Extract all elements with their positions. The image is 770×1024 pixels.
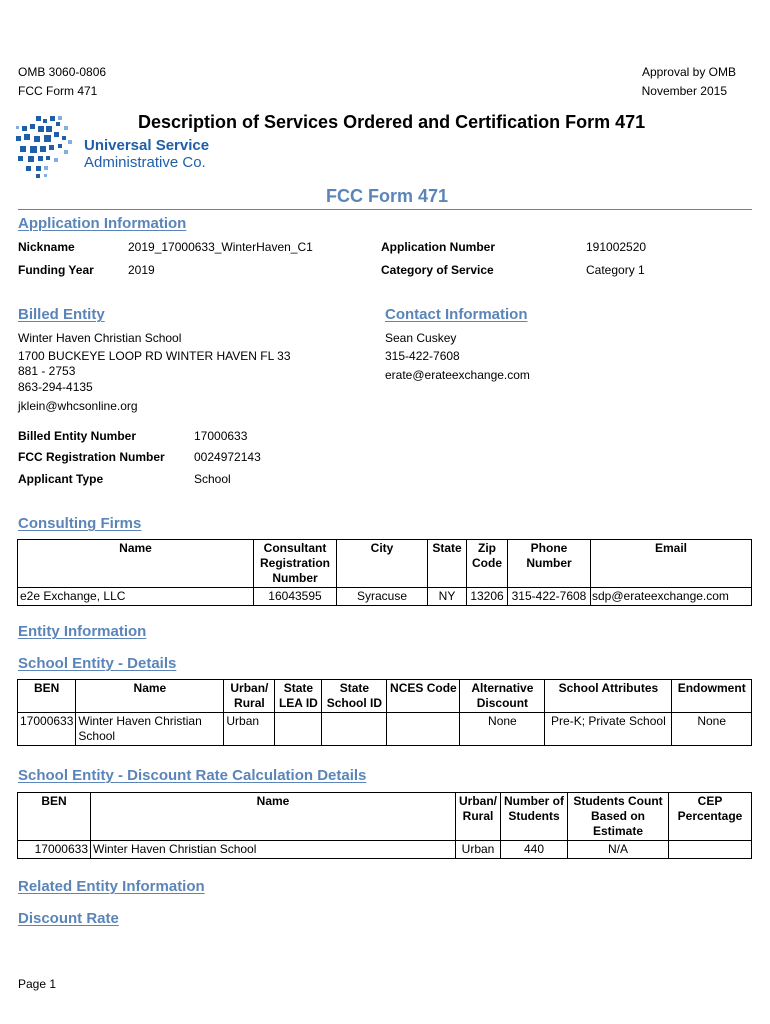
column-header: CEP Percentage [669, 793, 752, 841]
column-header: BEN [18, 793, 91, 841]
form-title: Description of Services Ordered and Certification Form 471 [138, 112, 646, 132]
table-cell: 315-422-7608 [508, 588, 591, 606]
approval-date: November 2015 [641, 84, 727, 98]
logo-line-1: Universal Service [84, 137, 210, 154]
column-header: State [428, 540, 467, 588]
billed-entity-email: jklein@whcsonline.org [18, 399, 138, 413]
application-number-label: Application Number [381, 240, 496, 254]
applicant-type-value: School [194, 472, 231, 486]
column-header: City [337, 540, 428, 588]
table-cell: 17000633 [18, 841, 91, 859]
column-header: Alternative Discount [460, 680, 545, 713]
contact-email: erate@erateexchange.com [385, 368, 530, 382]
table-header-row [18, 540, 752, 588]
usac-logo-icon [16, 114, 86, 184]
table-header-row [18, 680, 752, 713]
column-header: Urban/ Rural [224, 680, 275, 713]
table-header-row [18, 793, 752, 841]
table-cell: Urban [456, 841, 501, 859]
contact-phone: 315-422-7608 [385, 349, 460, 363]
related-entity-heading: Related Entity Information [18, 878, 205, 895]
header-divider [18, 209, 752, 210]
table-cell [669, 841, 752, 859]
column-header: Email [591, 540, 752, 588]
table-cell: 17000633 [18, 713, 76, 746]
table-cell: NY [428, 588, 467, 606]
table-cell: Winter Haven Christian School [76, 713, 224, 746]
table-cell [275, 713, 322, 746]
billed-entity-phone: 863-294-4135 [18, 380, 93, 394]
entity-info-heading: Entity Information [18, 623, 147, 640]
funding-year-label: Funding Year [18, 263, 94, 277]
fcc-registration-value: 0024972143 [194, 450, 261, 464]
column-header: School Attributes [545, 680, 672, 713]
column-header: Phone Number [508, 540, 591, 588]
column-header: Name [91, 793, 456, 841]
column-header: Students Count Based on Estimate [568, 793, 669, 841]
form-subtitle: FCC Form 471 [326, 186, 449, 206]
column-header: State LEA ID [275, 680, 322, 713]
omb-approval: Approval by OMB [641, 65, 736, 79]
category-value: Category 1 [586, 263, 645, 277]
school-details-table [17, 679, 752, 746]
application-number-value: 191002520 [586, 240, 647, 254]
table-cell: Syracuse [337, 588, 428, 606]
table-cell [322, 713, 387, 746]
school-details-heading: School Entity - Details [18, 655, 177, 672]
contact-info-heading: Contact Information [385, 306, 528, 323]
nickname-label: Nickname [18, 240, 75, 254]
nickname-value: 2019_17000633_WinterHaven_C1 [128, 240, 313, 254]
table-cell: Urban [224, 713, 275, 746]
category-label: Category of Service [381, 263, 494, 277]
page-number: Page 1 [18, 977, 57, 991]
table-cell: Winter Haven Christian School [91, 841, 456, 859]
table-cell: N/A [568, 841, 669, 859]
application-info-heading: Application Information [18, 215, 187, 232]
table-cell: e2e Exchange, LLC [18, 588, 254, 606]
table-cell: None [460, 713, 545, 746]
billed-entity-address-2: 881 - 2753 [18, 364, 76, 378]
table-row [18, 841, 752, 859]
column-header: Endowment [672, 680, 752, 713]
table-cell: 13206 [467, 588, 508, 606]
billed-entity-heading: Billed Entity [18, 306, 105, 323]
table-cell: Pre-K; Private School [545, 713, 672, 746]
table-cell: None [672, 713, 752, 746]
table-row [18, 588, 752, 606]
table-cell: 16043595 [254, 588, 337, 606]
fcc-registration-label: FCC Registration Number [18, 450, 165, 464]
consulting-firms-heading: Consulting Firms [18, 515, 142, 532]
column-header: Number of Students [501, 793, 568, 841]
column-header: State School ID [322, 680, 387, 713]
omb-number: OMB 3060-0806 [18, 65, 107, 79]
table-cell: 440 [501, 841, 568, 859]
billed-entity-number-label: Billed Entity Number [18, 429, 137, 443]
column-header: Zip Code [467, 540, 508, 588]
billed-entity-address-1: 1700 BUCKEYE LOOP RD WINTER HAVEN FL 33 [18, 349, 291, 363]
table-row [18, 713, 752, 746]
column-header: Name [76, 680, 224, 713]
column-header: Name [18, 540, 254, 588]
column-header: Consultant Registration Number [254, 540, 337, 588]
discount-rate-heading: Discount Rate [18, 910, 119, 927]
discount-calc-table [17, 792, 752, 859]
billed-entity-name: Winter Haven Christian School [18, 331, 182, 345]
form-label: FCC Form 471 [18, 84, 98, 98]
funding-year-value: 2019 [128, 263, 155, 277]
column-header: BEN [18, 680, 76, 713]
table-cell [387, 713, 460, 746]
applicant-type-label: Applicant Type [18, 472, 104, 486]
column-header: NCES Code [387, 680, 460, 713]
table-cell: sdp@erateexchange.com [591, 588, 752, 606]
contact-name: Sean Cuskey [385, 331, 457, 345]
discount-calc-heading: School Entity - Discount Rate Calculation Details [18, 767, 367, 784]
column-header: Urban/ Rural [456, 793, 501, 841]
logo-line-2: Administrative Co. [84, 154, 206, 171]
consulting-firms-table [17, 539, 752, 606]
billed-entity-number-value: 17000633 [194, 429, 248, 443]
